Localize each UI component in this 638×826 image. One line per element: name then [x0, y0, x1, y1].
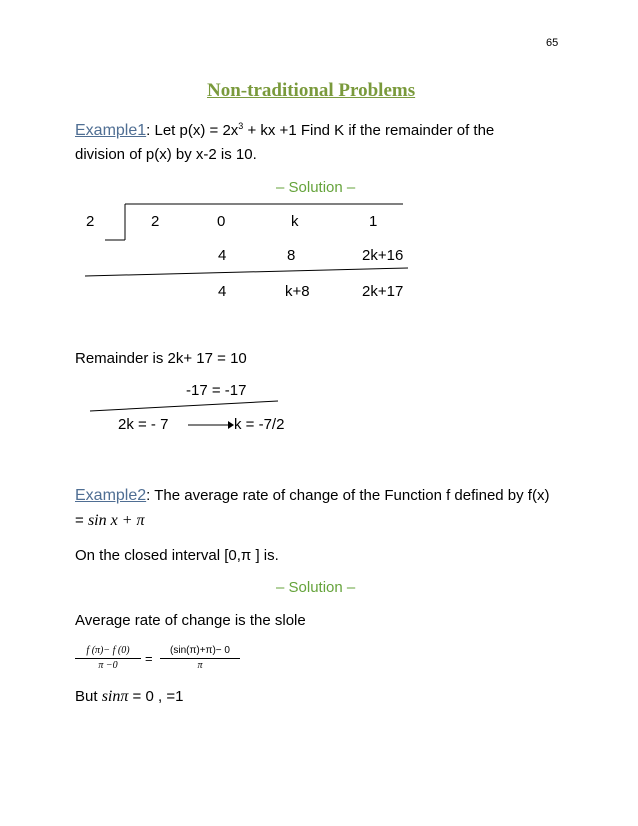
but-suffix: = 0 , =1: [128, 688, 184, 705]
fraction-right: [160, 645, 240, 671]
division-row1-coef: 1: [369, 213, 378, 230]
example1-label: Example1: [75, 122, 147, 139]
example2-statement: [75, 487, 549, 505]
fraction-right-bar: [160, 658, 240, 659]
fraction-left-denominator: π −0: [98, 660, 118, 671]
page-title: Non-traditional Problems: [207, 80, 416, 101]
subtraction-line: [90, 401, 278, 411]
fraction-right-denominator: π: [197, 660, 203, 671]
fraction-left-numerator: f (π)− f (0): [86, 645, 130, 656]
division-row3-value: 4: [218, 283, 227, 300]
division-row2-value: 8: [287, 247, 296, 264]
result-left: 2k = - 7: [118, 416, 169, 433]
average-rate-line: Average rate of change is the slole: [75, 612, 306, 629]
remainder-line: Remainder is 2k+ 17 = 10: [75, 350, 247, 367]
subtraction-line-text: -17 = -17: [186, 382, 247, 399]
example2-text: : The average rate of change of the Function f defined by f(x): [146, 487, 550, 504]
division-divisor: 2: [86, 213, 95, 230]
division-row2-value: 4: [218, 247, 227, 264]
example1-text-pre: : Let p(x) = 2x: [146, 122, 239, 139]
example2-label: Example2: [75, 487, 147, 504]
example2-line2-prefix: =: [75, 512, 88, 529]
division-row1-coef: 0: [217, 213, 226, 230]
division-row1-coef: k: [291, 213, 299, 230]
division-row1-coef: 2: [151, 213, 160, 230]
fraction-right-numerator: (sin(π)+π)− 0: [170, 645, 230, 656]
but-prefix: But: [75, 688, 102, 705]
division-row3-value: 2k+17: [362, 283, 404, 300]
example2-function-expression: sin x + π: [87, 512, 145, 529]
example1-solution-heading: – Solution –: [276, 179, 356, 196]
division-row2-value: 2k+16: [362, 247, 404, 264]
fraction-left: [75, 645, 141, 671]
fraction-left-bar: [75, 658, 141, 659]
example2-line2: [75, 512, 145, 530]
result-right: k = -7/2: [234, 416, 285, 433]
division-row3-value: k+8: [285, 283, 310, 300]
example1-exponent: 3: [238, 121, 244, 131]
equals-sign: =: [145, 651, 153, 666]
page-number: 65: [546, 37, 559, 49]
but-math: sinπ: [101, 688, 129, 705]
example2-line3: On the closed interval [0,π ] is.: [75, 547, 279, 564]
but-line: [75, 688, 183, 706]
example1-line2: division of p(x) by x-2 is 10.: [75, 146, 257, 163]
example1-text-post: + kx +1 Find K if the remainder of the: [243, 122, 495, 139]
division-sum-line: [85, 268, 408, 276]
example2-solution-heading: – Solution –: [276, 579, 356, 596]
